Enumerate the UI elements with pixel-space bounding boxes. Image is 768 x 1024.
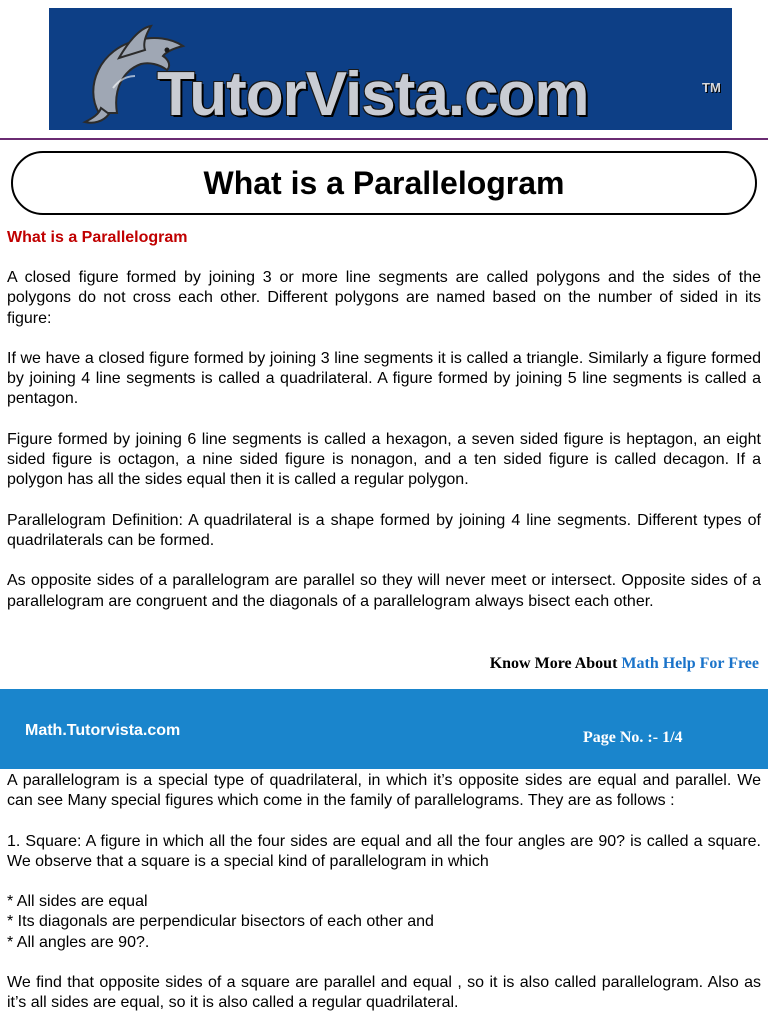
paragraph: A closed figure formed by joining 3 or more line segments are called polygons and the sides of the polygons do not cross each other. Different polygons are named based on the number of sided in its figure:	[7, 269, 761, 327]
section-heading: What is a Parallelogram	[7, 229, 188, 246]
paragraph: 1. Square: A figure in which all the four sides are equal and all the four angles are 90? is called a square. We observe that a square is a special kind of parallelogram in which	[7, 832, 761, 870]
math-help-link[interactable]: Math Help For Free	[621, 655, 759, 672]
paragraph: Figure formed by joining 6 line segments is called a hexagon, a seven sided figure is heptagon, an eight sided figure is octagon, a nine sided figure is nonagon, and a ten sided figure is called decagon. If a polygon has all the sides equal then it is called a regular polygon.	[7, 430, 761, 489]
paragraph: We find that opposite sides of a square are parallel and equal , so it is also called parallelogram. Also as it’s all sides are equal, so it is also called a regular quadrilateral.	[7, 974, 761, 1012]
paragraph: A parallelogram is a special type of quadrilateral, in which it’s opposite sides are equal and parallel. We can see Many special figures which come in the family of parallelograms. They are as follows :	[7, 772, 761, 810]
list-item: * All sides are equal	[7, 893, 148, 911]
paragraph: Parallelogram Definition: A quadrilateral is a shape formed by joining 4 line segments. Different types of quadrilaterals can be formed.	[7, 511, 761, 549]
know-more-prefix: Know More About	[489, 655, 622, 672]
square-properties-list	[7, 892, 761, 953]
brand-wordmark: TutorVista.com	[157, 60, 589, 129]
page-number: Page No. :- 1/4	[583, 729, 683, 746]
intro-text	[7, 268, 761, 632]
trademark-mark: TM	[702, 80, 721, 95]
page-title: What is a Parallelogram	[203, 164, 565, 201]
continued-text	[7, 771, 761, 1024]
paragraph: If we have a closed figure formed by joining 3 line segments it is called a triangle. Similarly a figure formed by joining 4 line segments is called a quadrilateral. A figure formed by joining 5 line segments is called a pentagon.	[7, 349, 761, 408]
list-item: * All angles are 90?.	[7, 933, 150, 951]
list-item: * Its diagonals are perpendicular bisectors of each other and	[7, 913, 434, 931]
paragraph: As opposite sides of a parallelogram are parallel so they will never meet or intersect. Opposite sides of a parallelogram are congruent and the diagonals of a parallelogram always bisect each other.	[7, 572, 761, 610]
tutorvista-banner	[49, 8, 732, 130]
title-box	[11, 151, 757, 215]
header-divider	[0, 138, 768, 140]
page-footer-band	[0, 689, 768, 769]
footer-site-name: Math.Tutorvista.com	[25, 722, 181, 739]
know-more-line	[490, 655, 759, 673]
